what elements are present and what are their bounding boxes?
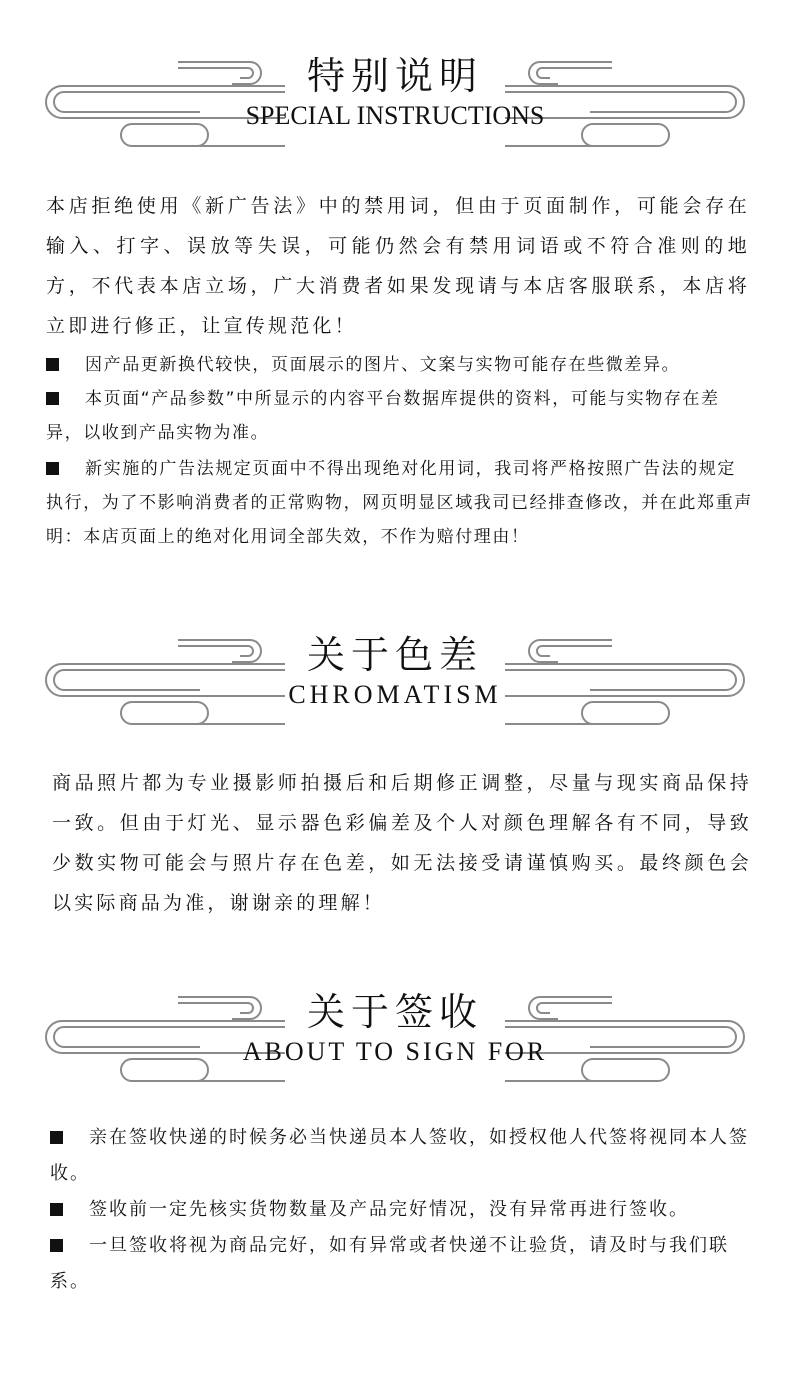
- sign-header: [0, 935, 790, 1085]
- square-bullet-icon: [50, 1203, 63, 1216]
- square-bullet-icon: [50, 1239, 63, 1252]
- sign-bullet-2: 签收前一定先核实货物数量及产品完好情况，没有异常再进行签收。: [50, 1192, 766, 1228]
- special-bullet-1: 因产品更新换代较快，页面展示的图片、文案与实物可能存在些微差异。: [46, 348, 754, 382]
- special-section: [0, 0, 790, 150]
- square-bullet-icon: [46, 462, 59, 475]
- special-title-en: SPECIAL INSTRUCTIONS: [245, 101, 545, 130]
- sign-bullet-1: 亲在签收快递的时候务必当快递员本人签收，如授权他人代签将视同本人签收。: [50, 1127, 749, 1184]
- chromatism-text: 商品照片都为专业摄影师拍摄后和后期修正调整，尽量与现实商品保持一致。但由于灯光、显示器色彩偏差及个人对颜色理解各有不同，导致少数实物可能会与照片存在色差，如无法接受请谨慎购买。最终颜色会以实际商品为准，谢谢亲的理解！: [52, 772, 752, 914]
- special-bullet-3: 新实施的广告法规定页面中不得出现绝对化用词，我司将严格按照广告法的规定执行，为了不影响消费者的正常购物，网页明显区域我司已经排查修改，并在此郑重声明：本店页面上的绝对化用词全部失效，不作为赔付理由！: [46, 459, 753, 547]
- square-bullet-icon: [46, 392, 59, 405]
- special-header: [0, 0, 790, 150]
- chromatism-section: [0, 578, 790, 728]
- special-title-cn: 特别说明: [306, 54, 483, 98]
- chromatism-header: [0, 578, 790, 728]
- sign-section: [0, 935, 790, 1085]
- special-bullet-2: 本页面“产品参数”中所显示的内容平台数据库提供的资料，可能与实物存在差异，以收到产品实物为准。: [46, 389, 720, 443]
- sign-bullet-3: 一旦签收将视为商品完好，如有异常或者快递不让验货，请及时与我们联系。: [50, 1235, 729, 1292]
- sign-title-cn: 关于签收: [306, 990, 483, 1034]
- special-intro: 本店拒绝使用《新广告法》中的禁用词，但由于页面制作，可能会存在输入、打字、误放等失误，可能仍然会有禁用词语或不符合准则的地方，不代表本店立场，广大消费者如果发现请与本店客服联系，本店将立即进行修正，让宣传规范化！: [46, 195, 750, 337]
- chromatism-title-cn: 关于色差: [306, 633, 483, 677]
- sign-title-en: ABOUT TO SIGN FOR: [242, 1037, 548, 1066]
- chromatism-title-en: CHROMATISM: [288, 680, 502, 709]
- square-bullet-icon: [46, 358, 59, 371]
- square-bullet-icon: [50, 1131, 63, 1144]
